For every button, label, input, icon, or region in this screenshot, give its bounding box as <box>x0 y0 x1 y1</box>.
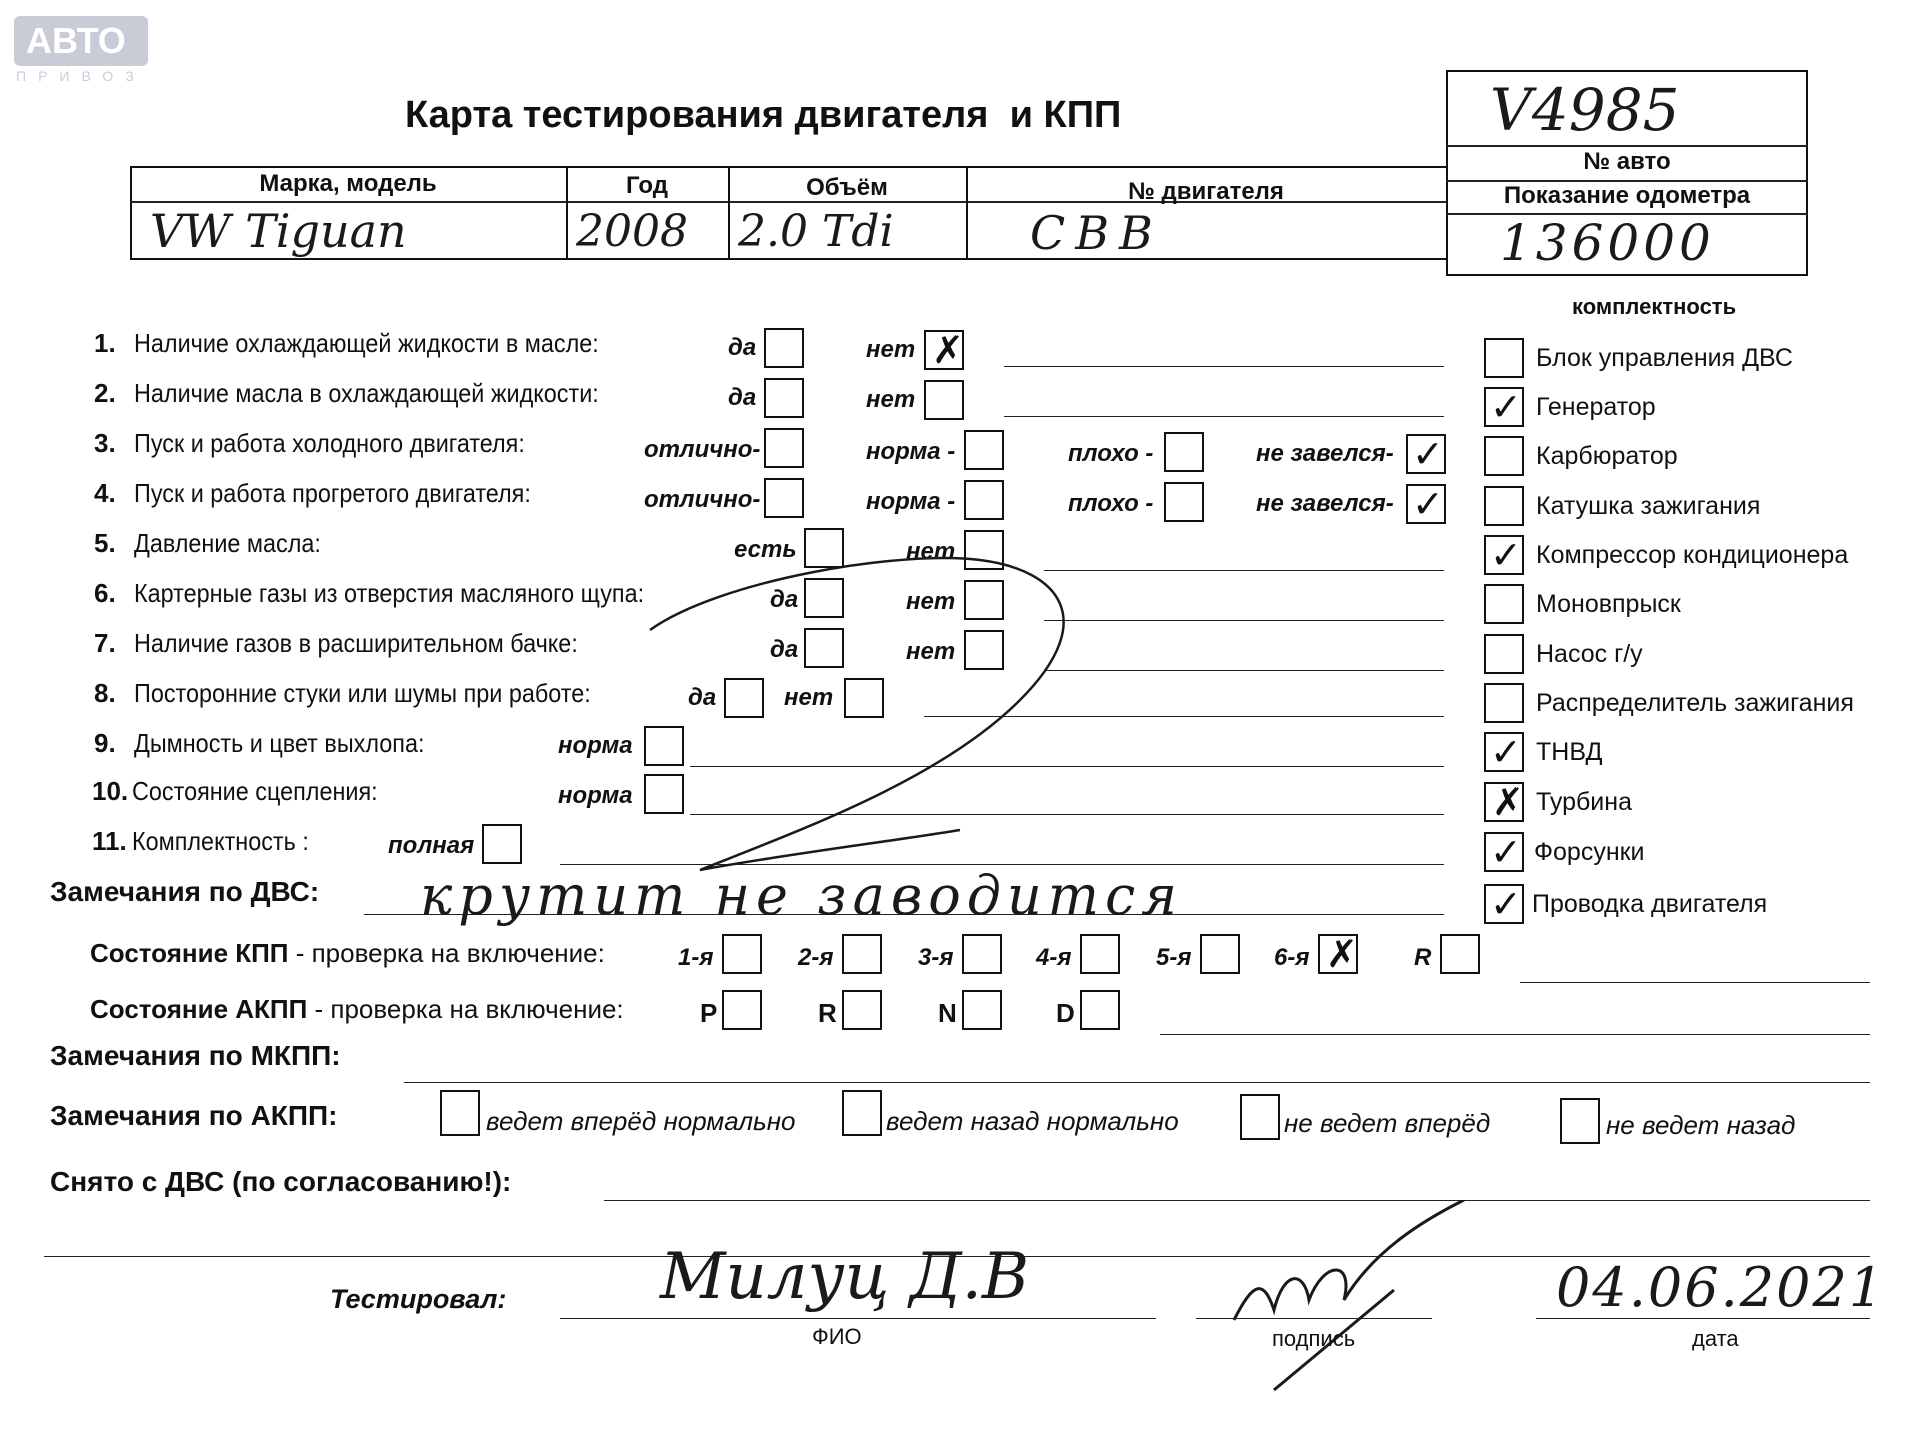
q11-text: Комплектность : <box>132 826 309 856</box>
logo <box>14 16 148 66</box>
mode-label: D <box>1056 998 1075 1028</box>
mode-d-checkbox[interactable] <box>1080 990 1120 1030</box>
kit-checkbox-distributor[interactable] <box>1484 683 1524 723</box>
q2-no-checkbox[interactable] <box>924 380 964 420</box>
tester-name: Милуц Д.В <box>660 1240 1030 1314</box>
kit-label: Блок управления ДВС <box>1536 344 1793 372</box>
kit-label: Генератор <box>1536 393 1656 421</box>
kit-label: Катушка зажигания <box>1536 492 1761 520</box>
logo-sub: ПРИВОЗ <box>16 68 146 84</box>
q11-full-checkbox[interactable] <box>482 824 522 864</box>
mode-label: P <box>700 998 718 1028</box>
q11-full-label: полная <box>388 832 475 859</box>
gear-label: R <box>1414 944 1432 971</box>
q9-number: 9. <box>94 728 116 758</box>
kit-label: ТНВД <box>1536 738 1603 766</box>
mode-p-checkbox[interactable] <box>722 990 762 1030</box>
tested-label: Тестировал: <box>330 1284 507 1314</box>
kpp-label-bold: Состояние КПП <box>90 938 289 968</box>
kit-label: Насос г/у <box>1536 640 1643 668</box>
q4-number: 4. <box>94 478 116 508</box>
q3-not-started-label: не завелся- <box>1256 440 1394 467</box>
q5-present-label: есть <box>734 536 797 563</box>
q10-number: 10. <box>92 776 129 806</box>
q5-number: 5. <box>94 528 116 558</box>
remarks-ice-value[interactable]: крутит не заводится <box>420 864 1183 927</box>
akpp-option-label: не ведет назад <box>1606 1110 1796 1140</box>
car-number-value: V4985 <box>1490 76 1680 144</box>
q6-yes-label: да <box>770 586 799 613</box>
kit-checkbox-mono-injection[interactable] <box>1484 584 1524 624</box>
q2-no-label: нет <box>866 386 916 413</box>
akpp-option-label: не ведет вперёд <box>1284 1108 1491 1138</box>
page-title: Карта тестирования двигателя и КПП <box>405 94 1122 136</box>
gear-3-checkbox[interactable] <box>962 934 1002 974</box>
q1-yes-label: да <box>728 334 757 361</box>
gear-label: 5-я <box>1156 944 1192 971</box>
check-mark-icon: ✓ <box>1490 882 1522 926</box>
q1-text: Наличие охлаждающей жидкости в масле: <box>134 328 599 358</box>
q1-number: 1. <box>94 328 116 358</box>
odometer-label: Показание одометра <box>1503 182 1751 209</box>
gear-label: 6-я <box>1274 944 1310 971</box>
q5-text: Давление масла: <box>134 528 321 558</box>
tester-name-caption: ФИО <box>812 1324 862 1349</box>
q10-normal-label: норма <box>558 782 633 809</box>
q3-bad-label: плохо - <box>1068 440 1154 467</box>
cross-mark-icon: ✗ <box>1326 932 1358 976</box>
q2-number: 2. <box>94 378 116 408</box>
kit-checkbox-ac-compressor[interactable] <box>1484 535 1524 575</box>
car-number-label: № авто <box>1583 148 1671 175</box>
q10-text: Состояние сцепления: <box>132 776 378 806</box>
check-mark-icon: ✓ <box>1412 482 1444 526</box>
gear-5-checkbox[interactable] <box>1200 934 1240 974</box>
akpp-no-forward-checkbox[interactable] <box>1240 1094 1280 1140</box>
check-mark-icon: ✓ <box>1490 385 1522 429</box>
remarks-mkpp-label: Замечания по МКПП: <box>50 1040 341 1071</box>
akpp-forward-ok-checkbox[interactable] <box>440 1090 480 1136</box>
check-mark-icon: ✓ <box>1490 533 1522 577</box>
q7-number: 7. <box>94 628 116 658</box>
strike-through-scribble <box>640 540 1100 900</box>
cross-mark-icon: ✗ <box>1492 780 1524 824</box>
akpp-label <box>90 994 624 1025</box>
q4-not-started-checkbox[interactable] <box>1406 484 1446 524</box>
header-year: Год <box>626 172 668 199</box>
gear-2-checkbox[interactable] <box>842 934 882 974</box>
akpp-option-label: ведет назад нормально <box>886 1106 1179 1136</box>
q8-number: 8. <box>94 678 116 708</box>
kit-checkbox-ecu[interactable] <box>1484 338 1524 378</box>
check-mark-icon: ✓ <box>1412 432 1444 476</box>
mode-label: R <box>818 998 837 1028</box>
kit-checkbox-ignition-coil[interactable] <box>1484 486 1524 526</box>
q3-bad-checkbox[interactable] <box>1164 432 1204 472</box>
q3-excellent-label: отлично- <box>644 436 761 463</box>
q3-normal-label: норма - <box>866 438 956 465</box>
q3-text: Пуск и работа холодного двигателя: <box>134 428 525 458</box>
q7-yes-label: да <box>770 636 799 663</box>
q2-text: Наличие масла в охлаждающей жидкости: <box>134 378 599 408</box>
test-date: 04.06.2021 <box>1556 1256 1886 1319</box>
kit-checkbox-generator[interactable] <box>1484 387 1524 427</box>
remarks-ice-label: Замечания по ДВС: <box>50 876 320 907</box>
q3-not-started-checkbox[interactable] <box>1406 434 1446 474</box>
kit-label: Проводка двигателя <box>1532 890 1768 918</box>
q11-number: 11. <box>92 826 127 856</box>
mode-label: N <box>938 998 957 1028</box>
signature-caption: подпись <box>1272 1326 1356 1351</box>
header-volume: Объём <box>806 174 888 201</box>
q2-yes-label: да <box>728 384 757 411</box>
kit-title: комплектность <box>1572 294 1737 319</box>
gear-label: 1-я <box>678 944 714 971</box>
q1-yes-checkbox[interactable] <box>764 328 804 368</box>
akpp-no-backward-checkbox[interactable] <box>1560 1098 1600 1144</box>
q4-normal-checkbox[interactable] <box>964 480 1004 520</box>
kit-checkbox-wiring[interactable] <box>1484 884 1524 924</box>
q6-text: Картерные газы из отверстия масляного щупа: <box>134 578 645 608</box>
remarks-akpp-label: Замечания по АКПП: <box>50 1100 338 1131</box>
q4-bad-label: плохо - <box>1068 490 1154 517</box>
kit-label: Распределитель зажигания <box>1536 689 1854 717</box>
check-mark-icon: ✓ <box>1490 730 1522 774</box>
q2-yes-checkbox[interactable] <box>764 378 804 418</box>
q4-normal-label: норма - <box>866 488 956 515</box>
signature <box>1224 1200 1484 1400</box>
kpp-label-rest: - проверка на включение: <box>288 938 605 968</box>
date-caption: дата <box>1692 1326 1739 1351</box>
kit-checkbox-turbine[interactable] <box>1484 782 1524 822</box>
kit-label: Форсунки <box>1534 838 1645 866</box>
akpp-option-label: ведет вперёд нормально <box>486 1106 796 1136</box>
q6-no-label: нет <box>906 588 956 615</box>
q4-not-started-label: не завелся- <box>1256 490 1394 517</box>
q3-normal-checkbox[interactable] <box>964 430 1004 470</box>
gear-r-checkbox[interactable] <box>1440 934 1480 974</box>
q8-no-label: нет <box>784 684 834 711</box>
value-engine-no: CBB <box>1030 206 1163 260</box>
q7-no-label: нет <box>906 638 956 665</box>
q3-number: 3. <box>94 428 116 458</box>
header-make: Марка, модель <box>259 170 437 197</box>
akpp-backward-ok-checkbox[interactable] <box>842 1090 882 1136</box>
gear-label: 3-я <box>918 944 954 971</box>
value-volume: 2.0 Tdi <box>738 206 894 257</box>
kit-checkbox-injection-pump[interactable] <box>1484 732 1524 772</box>
q4-excellent-checkbox[interactable] <box>764 478 804 518</box>
q8-yes-label: да <box>688 684 717 711</box>
kit-label: Карбюратор <box>1536 442 1678 470</box>
q7-text: Наличие газов в расширительном бачке: <box>134 628 578 658</box>
kit-label: Компрессор кондиционера <box>1536 541 1849 569</box>
kit-checkbox-power-steering-pump[interactable] <box>1484 634 1524 674</box>
q1-no-label: нет <box>866 336 916 363</box>
gear-label: 2-я <box>798 944 834 971</box>
removed-label: Снято с ДВС (по согласованию!): <box>50 1166 512 1197</box>
cross-mark-icon: ✗ <box>932 328 964 372</box>
q6-number: 6. <box>94 578 116 608</box>
q1-no-checkbox[interactable] <box>924 330 964 370</box>
q5-no-label: нет <box>906 538 956 565</box>
kit-checkbox-injectors[interactable] <box>1484 832 1524 872</box>
header-engine-no: № двигателя <box>1128 178 1284 205</box>
q4-excellent-label: отлично- <box>644 486 761 513</box>
q3-excellent-checkbox[interactable] <box>764 428 804 468</box>
q8-text: Посторонние стуки или шумы при работе: <box>134 678 591 708</box>
kit-checkbox-carburetor[interactable] <box>1484 436 1524 476</box>
gear-1-checkbox[interactable] <box>722 934 762 974</box>
akpp-label-rest: - проверка на включение: <box>307 994 624 1024</box>
logo-main: АВТО <box>26 20 126 61</box>
mode-n-checkbox[interactable] <box>962 990 1002 1030</box>
odometer-value: 136000 <box>1500 214 1715 272</box>
mode-r-checkbox[interactable] <box>842 990 882 1030</box>
q4-text: Пуск и работа прогретого двигателя: <box>134 478 531 508</box>
gear-label: 4-я <box>1036 944 1072 971</box>
value-make: VW Tiguan <box>150 204 407 258</box>
q4-bad-checkbox[interactable] <box>1164 482 1204 522</box>
check-mark-icon: ✓ <box>1490 830 1522 874</box>
kit-label: Турбина <box>1536 788 1632 816</box>
q9-text: Дымность и цвет выхлопа: <box>134 728 425 758</box>
kpp-label <box>90 938 605 969</box>
akpp-label-bold: Состояние АКПП <box>90 994 308 1024</box>
value-year: 2008 <box>576 206 688 257</box>
q9-normal-label: норма <box>558 732 633 759</box>
gear-4-checkbox[interactable] <box>1080 934 1120 974</box>
gear-6-checkbox[interactable] <box>1318 934 1358 974</box>
kit-label: Моновпрыск <box>1536 590 1681 618</box>
